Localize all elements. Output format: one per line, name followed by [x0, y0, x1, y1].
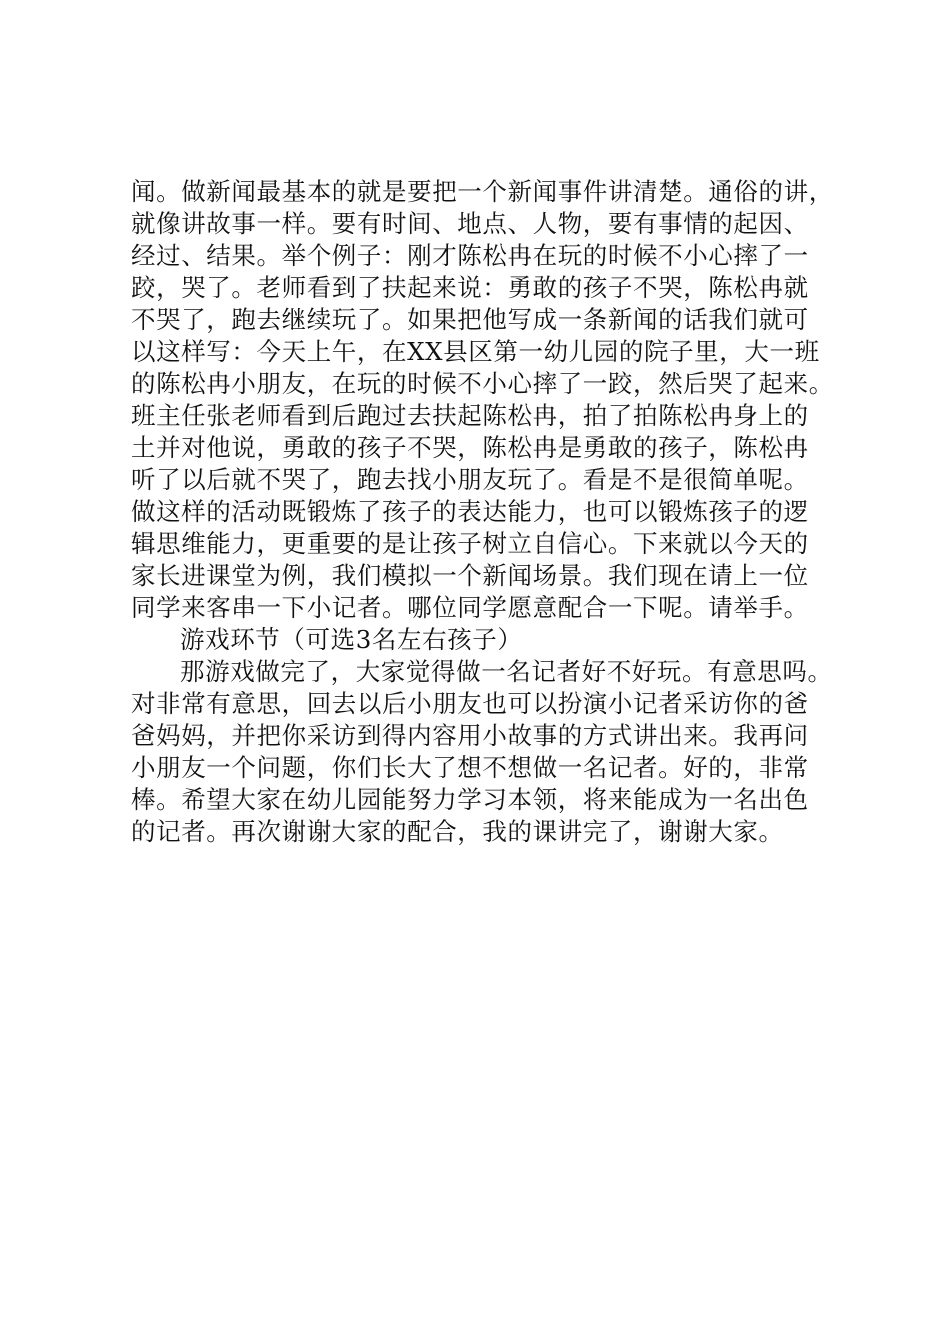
text-line: 小朋友一个问题，你们长大了想不想做一名记者。好的，非常	[131, 753, 809, 782]
text-line: 不哭了，跑去继续玩了。如果把他写成一条新闻的话我们就可	[131, 305, 809, 334]
paragraph-start: 那游戏做完了，大家觉得做一名记者好不好玩。有意思吗。	[180, 657, 833, 686]
text-line: 经过、结果。举个例子：刚才陈松冉在玩的时候不小心摔了一	[131, 241, 809, 270]
text-line: 辑思维能力，更重要的是让孩子树立自信心。下来就以今天的	[131, 529, 809, 558]
body-text	[131, 176, 851, 848]
text-line: 班主任张老师看到后跑过去扶起陈松冉，拍了拍陈松冉身上的	[131, 401, 809, 430]
text-line: 家长进课堂为例，我们模拟一个新闻场景。我们现在请上一位	[131, 561, 809, 590]
text-line: 的陈松冉小朋友，在玩的时候不小心摔了一跤，然后哭了起来。	[131, 369, 834, 398]
text-line: 爸妈妈，并把你采访到得内容用小故事的方式讲出来。我再问	[131, 721, 809, 750]
text-line: 同学来客串一下小记者。哪位同学愿意配合一下呢。请举手。	[131, 593, 809, 622]
text-line: 做这样的活动既锻炼了孩子的表达能力，也可以锻炼孩子的逻	[131, 497, 809, 526]
text-line: 就像讲故事一样。要有时间、地点、人物，要有事情的起因、	[131, 209, 809, 238]
text-line: 跤，哭了。老师看到了扶起来说：勇敢的孩子不哭，陈松冉就	[131, 273, 809, 302]
text-line: 棒。希望大家在幼儿园能努力学习本领，将来能成为一名出色	[131, 785, 809, 814]
section-heading: 游戏环节（可选3名左右孩子）	[180, 625, 523, 654]
text-line: 对非常有意思，回去以后小朋友也可以扮演小记者采访你的爸	[131, 689, 809, 718]
text-line: 土并对他说，勇敢的孩子不哭，陈松冉是勇敢的孩子，陈松冉	[131, 433, 809, 462]
text-line: 闻。做新闻最基本的就是要把一个新闻事件讲清楚。通俗的讲，	[131, 177, 834, 206]
text-line: 听了以后就不哭了，跑去找小朋友玩了。看是不是很简单呢。	[131, 465, 809, 494]
text-line: 以这样写：今天上午，在XX县区第一幼儿园的院子里，大一班	[131, 337, 820, 366]
text-line: 的记者。再次谢谢大家的配合，我的课讲完了，谢谢大家。	[131, 817, 784, 846]
